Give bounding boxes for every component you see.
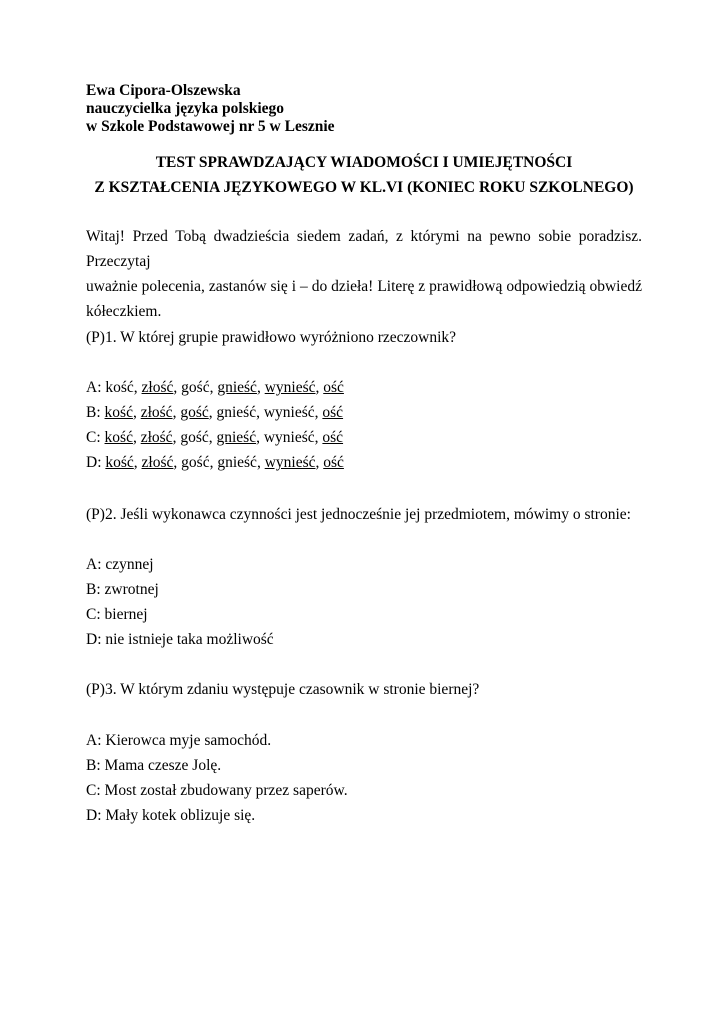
option-word: wynieść: [264, 454, 316, 471]
question-3: [86, 677, 642, 702]
option-word: gnieść: [217, 454, 257, 471]
option-text: nie istnieje taka możliwość: [105, 631, 274, 648]
author-role: nauczycielka języka polskiego: [86, 100, 285, 117]
option-b[interactable]: B: kość, złość, gość, gnieść, wynieść, ość: [86, 404, 344, 421]
intro-line-3: kółeczkiem.: [86, 303, 162, 320]
document-title: [86, 150, 642, 200]
option-label: C:: [86, 782, 101, 799]
option-b[interactable]: [86, 753, 642, 778]
option-word: ość: [322, 404, 344, 421]
option-label: D:: [86, 454, 102, 471]
question-2: [86, 502, 642, 527]
option-word: gość: [181, 379, 210, 396]
option-word: gnieść: [216, 429, 257, 446]
option-d[interactable]: [86, 627, 642, 652]
option-a[interactable]: [86, 552, 642, 577]
question-1: [86, 325, 642, 350]
option-word: ość: [323, 454, 344, 471]
option-d[interactable]: [86, 803, 642, 828]
option-label: A:: [86, 556, 102, 573]
option-b[interactable]: [86, 577, 642, 602]
question-1-text: (P)1. W której grupie prawidłowo wyróżniono rzeczownik?: [86, 329, 457, 346]
title-line-2: Z KSZTAŁCENIA JĘZYKOWEGO W KL.VI (KONIEC ROKU SZKOLNEGO): [94, 179, 634, 196]
option-word: złość: [140, 429, 173, 446]
option-label: D:: [86, 631, 102, 648]
option-word: ość: [323, 379, 344, 396]
option-label: B:: [86, 581, 101, 598]
option-text: Mały kotek oblizuje się.: [105, 807, 256, 824]
option-text: Mama czesze Jolę.: [104, 757, 222, 774]
option-label: C:: [86, 429, 101, 446]
option-label: D:: [86, 807, 102, 824]
author-block: [86, 82, 335, 136]
option-word: kość: [105, 379, 134, 396]
author-school: w Szkole Podstawowej nr 5 w Lesznie: [86, 118, 335, 135]
option-word: gnieść: [217, 379, 257, 396]
question-3-options: [86, 728, 642, 828]
option-label: B:: [86, 757, 101, 774]
option-word: wynieść: [263, 404, 315, 421]
option-label: A:: [86, 379, 102, 396]
question-1-options: [86, 375, 642, 475]
option-label: C:: [86, 606, 101, 623]
option-label: A:: [86, 732, 102, 749]
option-label: B:: [86, 404, 101, 421]
option-word: wynieść: [264, 379, 316, 396]
option-word: gość: [180, 429, 209, 446]
option-c[interactable]: [86, 778, 642, 803]
option-word: ość: [322, 429, 344, 446]
option-word: złość: [141, 379, 174, 396]
question-2-text: (P)2. Jeśli wykonawca czynności jest jednocześnie jej przedmiotem, mówimy o stronie:: [86, 506, 631, 523]
option-d[interactable]: D: kość, złość, gość, gnieść, wynieść, ość: [86, 454, 344, 471]
option-a[interactable]: [86, 728, 642, 753]
option-a[interactable]: A: kość, złość, gość, gnieść, wynieść, ość: [86, 379, 344, 396]
option-text: zwrotnej: [104, 581, 159, 598]
intro-paragraph: [86, 224, 642, 324]
question-2-options: [86, 552, 642, 652]
option-word: gość: [180, 404, 209, 421]
option-c[interactable]: C: kość, złość, gość, gnieść, wynieść, ość: [86, 429, 344, 446]
option-text: biernej: [104, 606, 148, 623]
intro-line-2: uważnie polecenia, zastanów się i – do dzieła! Literę z prawidłową odpowiedzią obwiedź: [86, 278, 642, 295]
option-text: Kierowca myje samochód.: [105, 732, 272, 749]
option-c[interactable]: [86, 602, 642, 627]
option-text: czynnej: [105, 556, 154, 573]
option-word: złość: [140, 404, 173, 421]
option-word: gość: [181, 454, 210, 471]
option-text: Most został zbudowany przez saperów.: [104, 782, 348, 799]
title-line-1: TEST SPRAWDZAJĄCY WIADOMOŚCI I UMIEJĘTNOŚCI: [155, 154, 573, 171]
question-3-text: (P)3. W którym zdaniu występuje czasownik w stronie biernej?: [86, 681, 480, 698]
option-word: wynieść: [263, 429, 315, 446]
option-word: kość: [104, 404, 133, 421]
author-name: Ewa Cipora-Olszewska: [86, 82, 241, 99]
option-word: złość: [141, 454, 174, 471]
intro-line-1: Witaj! Przed Tobą dwadzieścia siedem zadań, z którymi na pewno sobie poradzisz. Przeczytaj: [86, 228, 642, 270]
option-word: kość: [104, 429, 133, 446]
option-word: gnieść: [216, 404, 257, 421]
option-word: kość: [105, 454, 134, 471]
